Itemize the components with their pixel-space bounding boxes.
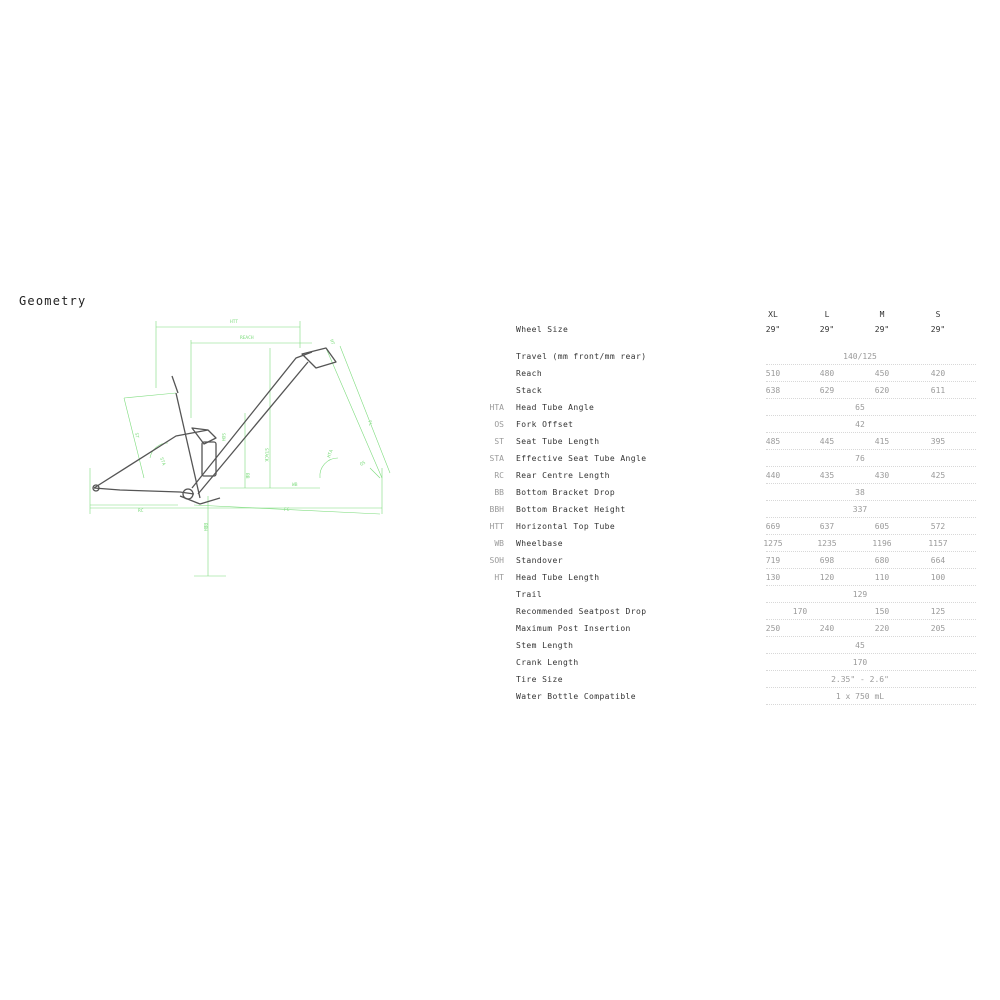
- table-row: [480, 382, 980, 399]
- svg-text:FL: FL: [366, 419, 373, 427]
- table-row: [480, 586, 980, 603]
- row-value: 430: [874, 471, 890, 480]
- row-value: 450: [874, 369, 890, 378]
- svg-text:STACK: STACK: [263, 448, 268, 462]
- table-row: [480, 484, 980, 501]
- row-value-shared: 337: [852, 505, 868, 514]
- row-value: 637: [819, 522, 835, 531]
- row-value: 510: [765, 369, 781, 378]
- svg-text:WB: WB: [292, 483, 298, 488]
- row-value: 605: [874, 522, 890, 531]
- row-value: 1196: [872, 539, 892, 548]
- table-row: [480, 654, 980, 671]
- head-tube: [302, 348, 336, 368]
- row-value-shared: 140/125: [843, 352, 877, 361]
- row-value: 170: [792, 607, 808, 616]
- row-value: 435: [819, 471, 835, 480]
- size-header: L: [824, 310, 830, 319]
- row-value: 425: [930, 471, 946, 480]
- row-label: Fork Offset: [516, 420, 574, 429]
- row-value: 1157: [928, 539, 948, 548]
- row-label: Stack: [516, 386, 543, 395]
- row-value-shared: 76: [855, 454, 865, 463]
- row-value: 240: [819, 624, 835, 633]
- row-value: 220: [874, 624, 890, 633]
- st-guide: [124, 393, 176, 398]
- row-abbreviation: SOH: [489, 556, 504, 565]
- row-value: 150: [874, 607, 890, 616]
- frame-geometry-diagram: [80, 318, 400, 580]
- row-abbreviation: HTA: [489, 403, 504, 412]
- table-row: [480, 467, 980, 484]
- table-row: [480, 603, 980, 620]
- row-abbreviation: BB: [494, 488, 504, 497]
- row-abbreviation: STA: [489, 454, 504, 463]
- row-abbreviation: ST: [494, 437, 504, 446]
- row-value: 395: [930, 437, 946, 446]
- row-value: 1235: [817, 539, 837, 548]
- table-row: [480, 671, 980, 688]
- row-label: Standover: [516, 556, 563, 565]
- table-row: [480, 637, 980, 654]
- row-value: 1275: [763, 539, 783, 548]
- row-label: Wheel Size: [516, 325, 569, 334]
- row-abbreviation: RC: [494, 471, 504, 480]
- row-value: 572: [930, 522, 946, 531]
- svg-text:BBH: BBH: [202, 523, 207, 532]
- geometry-table: [480, 306, 980, 705]
- table-row: [480, 535, 980, 552]
- table-row: [480, 552, 980, 569]
- row-value: 669: [765, 522, 781, 531]
- row-label: Effective Seat Tube Angle: [516, 454, 647, 463]
- row-label: Travel (mm front/mm rear): [516, 352, 647, 361]
- row-label: Horizontal Top Tube: [516, 522, 616, 531]
- svg-text:ST: ST: [133, 432, 139, 439]
- row-value: 29": [819, 325, 835, 334]
- row-value: 125: [930, 607, 946, 616]
- svg-text:BB: BB: [244, 473, 249, 479]
- svg-text:HT: HT: [328, 338, 335, 346]
- row-value: 415: [874, 437, 890, 446]
- size-header-row: [480, 306, 980, 321]
- svg-text:HTT: HTT: [230, 320, 239, 325]
- row-value: 420: [930, 369, 946, 378]
- row-abbreviation: BBH: [489, 505, 504, 514]
- table-row: [480, 399, 980, 416]
- top-tube: [192, 352, 312, 488]
- row-label: Maximum Post Insertion: [516, 624, 631, 633]
- table-row: [480, 365, 980, 382]
- table-row: [480, 433, 980, 450]
- row-value: 680: [874, 556, 890, 565]
- row-value: 130: [765, 573, 781, 582]
- table-row: [480, 501, 980, 518]
- row-label: Reach: [516, 369, 543, 378]
- page-title: Geometry: [19, 294, 87, 308]
- row-label: Rear Centre Length: [516, 471, 610, 480]
- seat-tube: [176, 393, 200, 498]
- row-value: 629: [819, 386, 835, 395]
- rear-shock: [202, 442, 216, 476]
- row-value: 29": [874, 325, 890, 334]
- table-row: [480, 450, 980, 467]
- table-row: [480, 569, 980, 586]
- row-label: Tire Size: [516, 675, 563, 684]
- svg-text:STA: STA: [158, 456, 166, 467]
- row-label: Recommended Seatpost Drop: [516, 607, 647, 616]
- row-label: Stem Length: [516, 641, 574, 650]
- row-value-shared: 45: [855, 641, 865, 650]
- row-value: 100: [930, 573, 946, 582]
- row-value: 480: [819, 369, 835, 378]
- down-tube: [198, 362, 308, 494]
- row-value: 620: [874, 386, 890, 395]
- row-value: 638: [765, 386, 781, 395]
- row-value: 250: [765, 624, 781, 633]
- row-abbreviation: HTT: [489, 522, 504, 531]
- row-value-shared: 2.35" - 2.6": [831, 675, 889, 684]
- svg-text:OS: OS: [359, 460, 367, 468]
- svg-text:FC: FC: [284, 508, 290, 513]
- row-abbreviation: WB: [494, 539, 504, 548]
- row-value-shared: 65: [855, 403, 865, 412]
- row-value: 445: [819, 437, 835, 446]
- svg-text:REACH: REACH: [240, 336, 254, 341]
- chain-stay: [94, 488, 194, 494]
- size-header: S: [935, 310, 941, 319]
- svg-text:SOH: SOH: [220, 433, 225, 442]
- seatpost: [172, 376, 178, 393]
- row-value: 719: [765, 556, 781, 565]
- row-label: Bottom Bracket Drop: [516, 488, 616, 497]
- svg-text:HTA: HTA: [327, 449, 335, 459]
- row-value-shared: 1 x 750 mL: [835, 692, 885, 701]
- row-value: 440: [765, 471, 781, 480]
- table-row: [480, 416, 980, 433]
- row-label: Water Bottle Compatible: [516, 692, 636, 701]
- row-abbreviation: HT: [494, 573, 504, 582]
- table-row-wheel-size: [480, 321, 980, 338]
- row-value: 485: [765, 437, 781, 446]
- row-value: 664: [930, 556, 946, 565]
- row-value-shared: 129: [852, 590, 868, 599]
- row-label: Trail: [516, 590, 543, 599]
- row-abbreviation: OS: [494, 420, 504, 429]
- row-label: Wheelbase: [516, 539, 563, 548]
- table-row: [480, 688, 980, 705]
- row-value: 29": [930, 325, 946, 334]
- size-header: M: [879, 310, 885, 319]
- row-label: Bottom Bracket Height: [516, 505, 626, 514]
- row-label: Seat Tube Length: [516, 437, 600, 446]
- table-row: [480, 518, 980, 535]
- row-value: 110: [874, 573, 890, 582]
- hta-arc: [320, 458, 338, 478]
- row-label: Head Tube Length: [516, 573, 600, 582]
- row-value-shared: 170: [852, 658, 868, 667]
- row-value-shared: 42: [855, 420, 865, 429]
- row-divider: [766, 704, 976, 705]
- row-value: 120: [819, 573, 835, 582]
- fork-offset-line: [340, 346, 390, 473]
- row-value: 611: [930, 386, 946, 395]
- table-row: [480, 620, 980, 637]
- table-row: [480, 348, 980, 365]
- row-label: Head Tube Angle: [516, 403, 595, 412]
- row-value: 698: [819, 556, 835, 565]
- row-value-shared: 38: [855, 488, 865, 497]
- row-value: 29": [765, 325, 781, 334]
- svg-text:RC: RC: [138, 509, 144, 514]
- row-label: Crank Length: [516, 658, 579, 667]
- size-header: XL: [768, 310, 778, 319]
- row-value: 205: [930, 624, 946, 633]
